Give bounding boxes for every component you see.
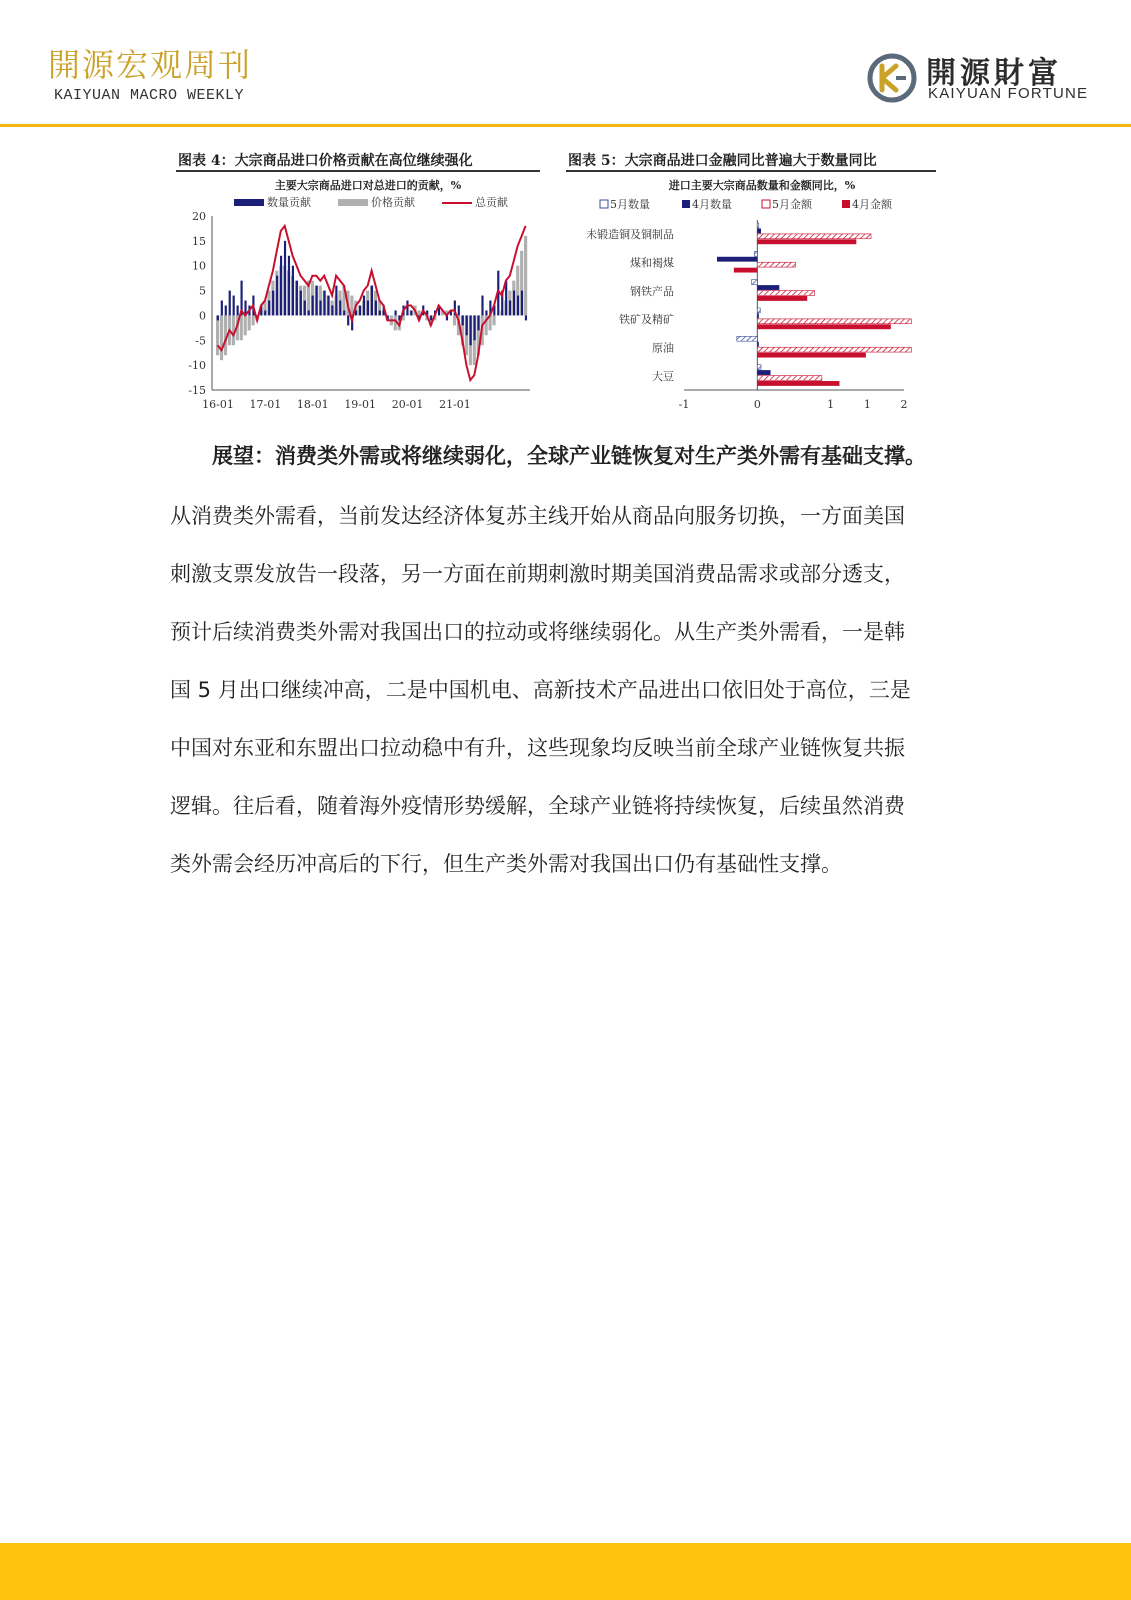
quantity-bar xyxy=(288,256,290,316)
chart-import-contribution xyxy=(176,176,542,424)
category-label: 煤和褐煤 xyxy=(630,256,674,270)
quantity-bar xyxy=(466,315,468,335)
quantity-bar xyxy=(355,310,357,315)
may-volume-bar xyxy=(757,365,761,370)
price-bar xyxy=(248,315,251,330)
quantity-bar xyxy=(323,291,325,316)
apr-value-bar xyxy=(757,353,866,358)
apr-volume-bar xyxy=(757,370,770,375)
x-tick-label: 19-01 xyxy=(344,398,377,411)
apr-volume-bar xyxy=(757,228,761,233)
quantity-bar xyxy=(296,281,298,316)
header-divider xyxy=(0,124,1131,127)
legend-swatch-apr-value xyxy=(842,200,850,208)
legend-label-price: 价格贡献 xyxy=(371,196,415,209)
kaiyuan-logo-icon xyxy=(866,52,918,104)
quantity-bar xyxy=(406,301,408,316)
quantity-bar xyxy=(395,310,397,315)
may-volume-bar xyxy=(751,280,757,285)
apr-value-bar xyxy=(757,324,890,329)
footer-bar xyxy=(0,1543,1131,1600)
quantity-bar xyxy=(272,291,274,316)
may-volume-bar xyxy=(757,223,758,228)
quantity-bar xyxy=(276,276,278,316)
x-tick-label: 1 xyxy=(863,398,871,411)
chart-title: 进口主要大宗商品数量和金额同比，% xyxy=(668,179,856,192)
legend xyxy=(234,195,508,209)
apr-value-bar xyxy=(734,268,757,273)
price-bar xyxy=(216,315,219,355)
may-volume-bar xyxy=(754,251,757,256)
legend-label-apr-volume: 4月数量 xyxy=(692,198,732,211)
y-tick-label: 20 xyxy=(192,210,206,223)
figure-5-title: 图表 5：大宗商品进口金融同比普遍大于数量同比 xyxy=(568,153,877,169)
apr-value-bar xyxy=(757,239,856,244)
legend xyxy=(600,197,893,211)
legend-label-may-value: 5月金额 xyxy=(772,198,812,211)
logo-text-cn: 開源財富 xyxy=(926,56,1062,91)
x-tick-label: 21-01 xyxy=(439,398,471,411)
paragraph-line-7: 类外需会经历冲高后的下行，但生产类外需对我国出口仍有基础性支撑。 xyxy=(170,852,842,876)
may-value-bar xyxy=(757,234,871,239)
y-tick-label: 15 xyxy=(192,234,206,248)
apr-value-bar xyxy=(757,296,807,301)
legend-swatch-quantity xyxy=(234,199,264,206)
y-tick-label: 10 xyxy=(192,259,206,273)
quantity-bar xyxy=(410,310,412,315)
legend-swatch-price xyxy=(338,199,368,206)
quantity-bar xyxy=(264,310,266,315)
quantity-bar xyxy=(312,296,314,316)
quantity-bar xyxy=(347,315,349,325)
quantity-bar xyxy=(233,296,235,316)
quantity-bar xyxy=(367,301,369,316)
x-tick-label: 18-01 xyxy=(296,398,329,411)
category-label: 原油 xyxy=(652,341,674,355)
quantity-bar xyxy=(517,296,519,316)
paragraph-line-3: 预计后续消费类外需对我国出口的拉动或将继续弱化。从生产类外需看，一是韩 xyxy=(170,620,905,644)
paragraph-lead: 展望：消费类外需或将继续弱化，全球产业链恢复对生产类外需有基础支撑。 xyxy=(212,444,926,468)
quantity-bar xyxy=(525,315,527,320)
paragraph-line-1: 从消费类外需看，当前发达经济体复苏主线开始从商品向服务切换，一方面美国 xyxy=(170,504,905,528)
quantity-bar xyxy=(458,305,460,315)
quantity-bar xyxy=(292,266,294,316)
quantity-bar xyxy=(359,305,361,315)
category-label: 钢铁产品 xyxy=(630,284,674,298)
price-bar xyxy=(417,310,420,315)
apr-volume-bar xyxy=(757,342,758,347)
figure-5-rule xyxy=(566,170,936,172)
quantity-bar xyxy=(316,286,318,316)
x-tick-label: 2 xyxy=(900,398,908,411)
quantity-bar xyxy=(363,296,365,316)
may-value-bar xyxy=(757,347,911,352)
quantity-bar xyxy=(331,305,333,315)
quantity-bar xyxy=(339,301,341,316)
quantity-bar xyxy=(229,291,231,316)
price-bar xyxy=(220,315,223,360)
brand-subtitle: KAIYUAN MACRO WEEKLY xyxy=(54,87,245,104)
quantity-bar xyxy=(481,296,483,316)
apr-value-bar xyxy=(757,381,839,386)
y-tick-label: -15 xyxy=(188,384,206,397)
quantity-bar xyxy=(430,315,432,320)
legend-swatch-apr-volume xyxy=(682,200,690,208)
x-tick-label: 17-01 xyxy=(249,398,282,411)
quantity-bar xyxy=(284,241,286,316)
figure-4-title: 图表 4：大宗商品进口价格贡献在高位继续强化 xyxy=(178,153,473,169)
legend-label-apr-value: 4月金额 xyxy=(852,198,892,211)
logo-text-en: KAIYUAN FORTUNE xyxy=(928,85,1089,102)
apr-volume-bar xyxy=(757,313,758,318)
price-bar xyxy=(492,315,495,325)
category-label: 大豆 xyxy=(652,369,674,383)
legend-label-quantity: 数量贡献 xyxy=(267,196,311,209)
x-tick-label: 16-01 xyxy=(202,398,234,411)
quantity-bar xyxy=(280,256,282,316)
quantity-bar xyxy=(335,286,337,316)
quantity-bar xyxy=(300,291,302,316)
may-value-bar xyxy=(757,319,911,324)
quantity-bar xyxy=(327,296,329,316)
x-tick-label: -1 xyxy=(678,398,690,411)
quantity-bar xyxy=(379,310,381,315)
quantity-bar xyxy=(221,301,223,316)
y-tick-label: 5 xyxy=(199,284,206,298)
brand-title: 開源宏观周刊 xyxy=(48,46,253,84)
apr-volume-bar xyxy=(757,285,779,290)
paragraph-line-6: 逻辑。往后看，随着海外疫情形势缓解，全球产业链将持续恢复，后续虽然消费 xyxy=(170,794,905,818)
quantity-bar xyxy=(513,291,515,316)
quantity-bar xyxy=(375,301,377,316)
apr-volume-bar xyxy=(717,257,757,262)
legend-label-total: 总贡献 xyxy=(475,196,508,209)
x-tick-label: 20-01 xyxy=(391,398,424,411)
legend-label-may-volume: 5月数量 xyxy=(610,198,650,211)
x-tick-label: 0 xyxy=(753,398,761,411)
quantity-bar xyxy=(225,305,227,315)
quantity-bar xyxy=(509,301,511,316)
legend-swatch-may-volume xyxy=(600,200,608,208)
quantity-bar xyxy=(473,315,475,340)
page-header xyxy=(0,0,1131,128)
paragraph-line-2: 刺激支票发放告一段落，另一方面在前期刺激时期美国消费品需求或部分透支， xyxy=(170,562,905,586)
quantity-bar xyxy=(521,291,523,316)
price-bar xyxy=(252,315,255,325)
quantity-bar xyxy=(304,301,306,316)
quantity-bar xyxy=(485,310,487,315)
quantity-bar xyxy=(477,315,479,330)
quantity-bar xyxy=(371,286,373,316)
paragraph-line-5: 中国对东亚和东盟出口拉动稳中有升，这些现象均反映当前全球产业链恢复共振 xyxy=(170,736,905,760)
quantity-bar xyxy=(308,310,310,315)
quantity-bar xyxy=(237,305,239,315)
price-bar xyxy=(244,315,247,335)
may-volume-bar xyxy=(757,308,760,313)
may-value-bar xyxy=(757,262,795,267)
quantity-bar xyxy=(470,315,472,345)
y-tick-label: -10 xyxy=(188,359,206,373)
quantity-bar xyxy=(268,301,270,316)
quantity-bar xyxy=(343,310,345,315)
figure-4-rule xyxy=(176,170,540,172)
paragraph-line-4: 国 5 月出口继续冲高，二是中国机电、高新技术产品进出口依旧处于高位，三是 xyxy=(170,678,911,702)
chart-volume-value-yoy xyxy=(566,176,942,424)
price-bar xyxy=(240,315,243,340)
quantity-bar xyxy=(217,315,219,320)
y-tick-label: -5 xyxy=(195,334,206,348)
legend-swatch-may-value xyxy=(762,200,770,208)
price-bar xyxy=(453,315,456,325)
quantity-bar xyxy=(319,301,321,316)
may-volume-bar xyxy=(737,336,758,341)
may-value-bar xyxy=(757,376,822,381)
y-tick-label: 0 xyxy=(199,309,206,323)
category-label: 未锻造铜及铜制品 xyxy=(586,228,674,242)
category-label: 铁矿及精矿 xyxy=(619,313,674,327)
quantity-bar xyxy=(462,315,464,325)
price-bar xyxy=(524,236,527,316)
chart-title: 主要大宗商品进口对总进口的贡献，% xyxy=(274,179,462,192)
may-value-bar xyxy=(757,291,814,296)
x-tick-label: 1 xyxy=(827,398,835,411)
